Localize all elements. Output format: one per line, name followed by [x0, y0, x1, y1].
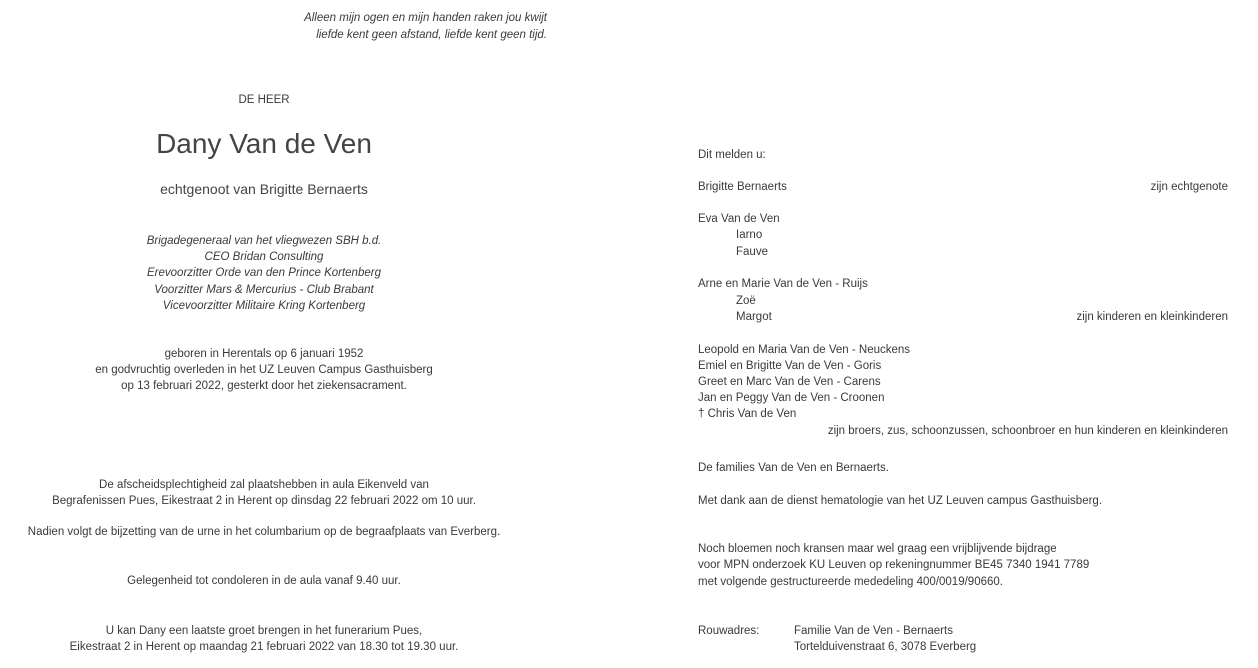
spouse-row [698, 179, 1228, 195]
function-line: Brigadegeneraal van het vliegwezen SBH b.d. [146, 235, 382, 247]
thanks-text: Met dank aan de dienst hematologie van het UZ Leuven campus Gasthuisberg. [698, 495, 1103, 507]
spouse-role: zijn echtgenote [1150, 181, 1228, 193]
spouse-name: Brigitte Bernaerts [698, 181, 787, 193]
title-prefix: DE HEER [238, 94, 290, 106]
child-parent: Eva Van de Ven [698, 213, 780, 225]
children-role: zijn kinderen en kleinkinderen [1076, 311, 1228, 323]
deceased-name: Dany Van de Ven [156, 128, 372, 159]
condolence-text: Gelegenheid tot condoleren in de aula vanaf 9.40 uur. [127, 575, 401, 587]
urn-text: Nadien volgt de bijzetting van de urne in het columbarium op de begraafplaats van Everberg. [27, 526, 501, 538]
donation-line: met volgende gestructureerde mededeling 400/0019/90660. [698, 576, 1003, 588]
address-line: Tortelduivenstraat 6, 3078 Everberg [794, 641, 977, 653]
grandchild: Fauve [736, 246, 768, 258]
quote-line-2: liefde kent geen afstand, liefde kent geen tijd. [316, 29, 547, 41]
grandchild: Margot [736, 311, 772, 323]
life-block [0, 346, 528, 395]
functions-block [0, 233, 528, 314]
function-line: Voorzitter Mars & Mercurius - Club Brabant [154, 283, 374, 296]
spouse-line: echtgenoot van Brigitte Bernaerts [160, 181, 368, 197]
sibling: † Chris Van de Ven [698, 408, 797, 420]
sibling: Leopold en Maria Van de Ven - Neuckens [698, 344, 911, 356]
address-label: Rouwadres: [698, 625, 760, 637]
sibling: Jan en Peggy Van de Ven - Croonen [698, 392, 885, 404]
donation-line: Noch bloemen noch kransen maar wel graag een vrijblijvende bijdrage [698, 543, 1057, 555]
life-line: geboren in Herentals op 6 januari 1952 [164, 348, 364, 360]
announce-intro: Dit melden u: [698, 149, 766, 161]
announcement-column [698, 0, 1228, 668]
address-line: Familie Van de Ven - Bernaerts [794, 625, 953, 637]
quote-line-1: Alleen mijn ogen en mijn handen raken jou kwijt [304, 12, 547, 24]
address-row [698, 623, 1228, 639]
ceremony-block [0, 477, 528, 509]
ceremony-line: Begrafenissen Pues, Eikestraat 2 in Herent op dinsdag 22 februari 2022 om 10 uur. [52, 495, 476, 508]
function-line: Erevoorzitter Orde van den Prince Kortenberg [147, 267, 381, 280]
farewell-line: Eikestraat 2 in Herent op maandag 21 februari 2022 van 18.30 tot 19.30 uur. [69, 641, 459, 654]
life-line: en godvruchtig overleden in het UZ Leuven Campus Gasthuisberg [95, 364, 433, 377]
grandchild: Zoë [736, 295, 756, 307]
donation-line: voor MPN onderzoek KU Leuven op rekeningnummer BE45 7340 1941 7789 [698, 559, 1090, 571]
families-text: De families Van de Ven en Bernaerts. [698, 462, 889, 474]
function-line: CEO Bridan Consulting [204, 251, 324, 264]
child-parent: Arne en Marie Van de Ven - Ruijs [698, 278, 868, 290]
sibling: Emiel en Brigitte Van de Ven - Goris [698, 360, 882, 372]
function-line: Vicevoorzitter Militaire Kring Kortenberg [162, 299, 366, 312]
ceremony-line: De afscheidsplechtigheid zal plaatshebben in aula Eikenveld van [99, 479, 429, 491]
sibling: Greet en Marc Van de Ven - Carens [698, 376, 881, 388]
farewell-block [0, 623, 528, 655]
life-line: op 13 februari 2022, gesterkt door het ziekensacrament. [121, 380, 407, 393]
grandchild: Iarno [736, 229, 763, 241]
farewell-line: U kan Dany een laatste groet brengen in het funerarium Pues, [105, 625, 423, 637]
children-role-row [698, 309, 1228, 325]
siblings-role: zijn broers, zus, schoonzussen, schoonbroer en hun kinderen en kleinkinderen [827, 425, 1228, 437]
